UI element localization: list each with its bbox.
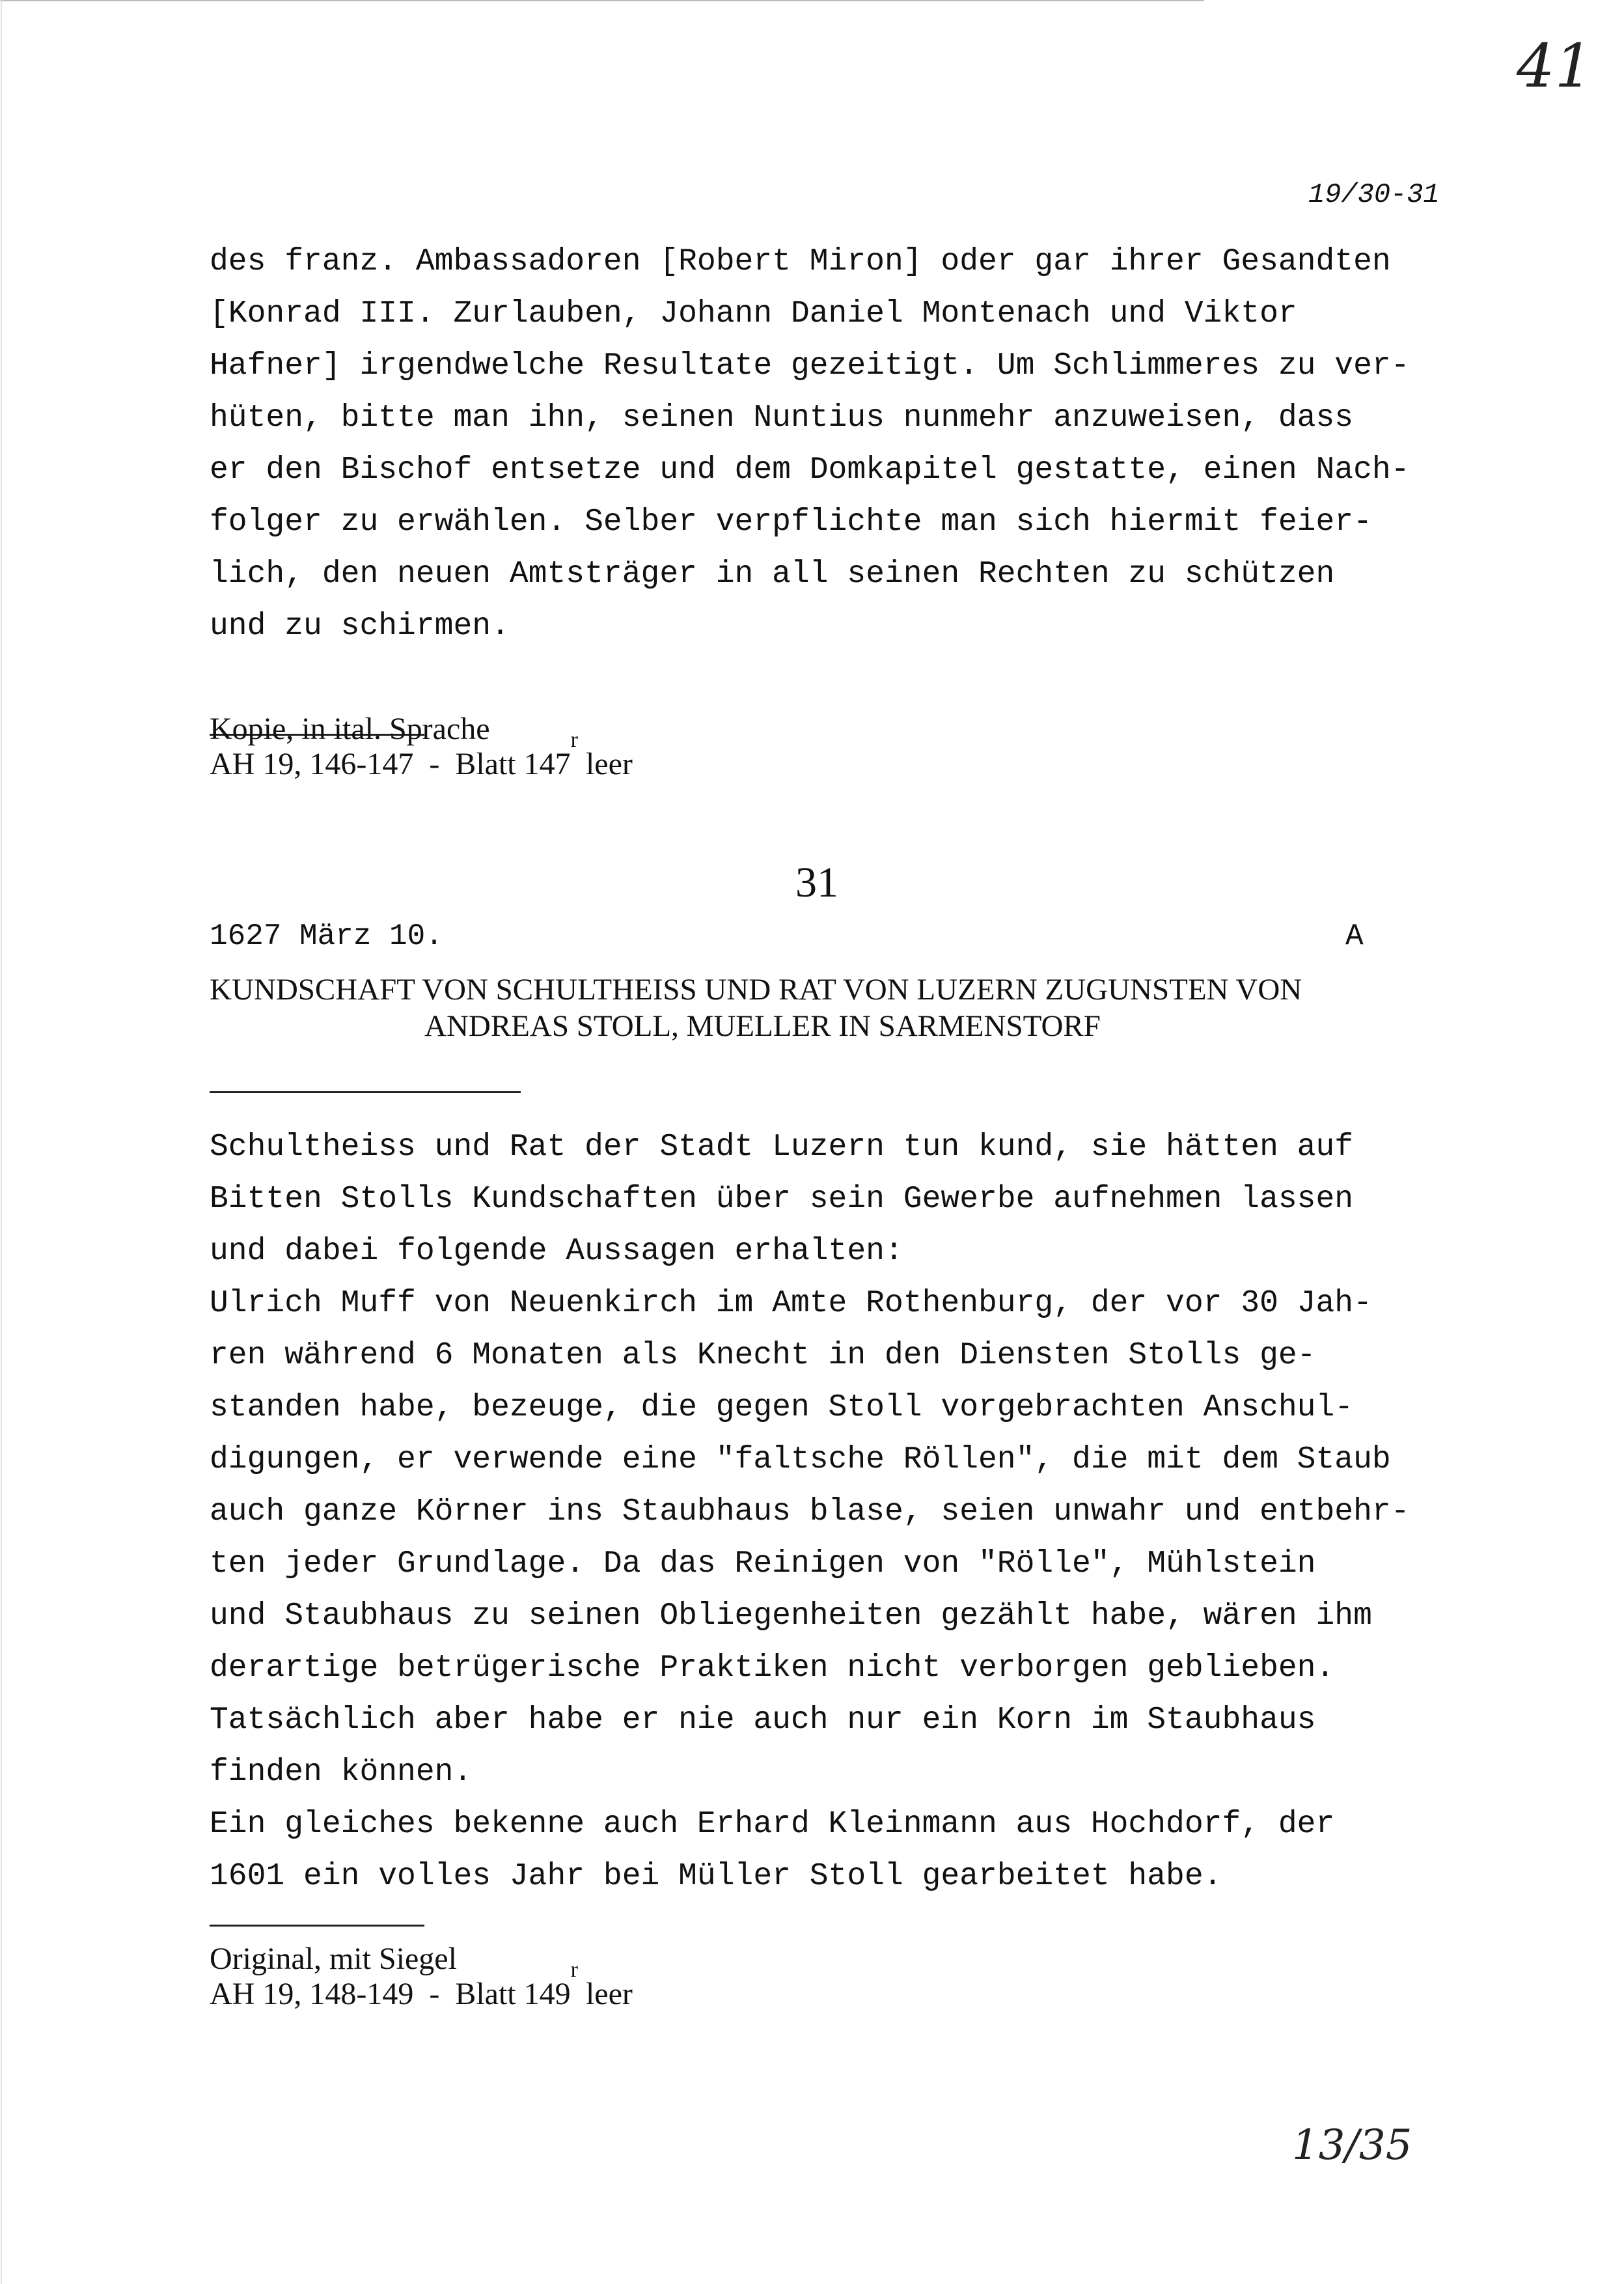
entry-date: 1627 März 10. [210,919,443,953]
text-line: digungen, er verwende eine "faltsche Röllen", die mit dem Staub [210,1442,1391,1477]
entry-source [210,1942,633,2012]
scan-top-edge [0,0,1204,1]
text-line: Schultheiss und Rat der Stadt Luzern tun kund, sie hätten auf [210,1130,1354,1165]
source-note: leer [577,1977,633,2011]
text-line: ren während 6 Monaten als Knecht in den Diensten Stolls ge- [210,1338,1316,1373]
text-line: standen habe, bezeuge, die gegen Stoll vorgebrachten Anschul- [210,1390,1354,1425]
text-line: Hafner] irgendwelche Resultate gezeitigt. Um Schlimmeres zu ver- [210,348,1410,383]
handwritten-page-number-text: 41 [1517,31,1593,101]
entry-type: A [1345,919,1364,953]
title-divider [210,1091,521,1093]
text-line: finden können. [210,1755,473,1790]
previous-entry-source [210,712,633,782]
source-line: Kopie, in ital. Sprache [210,712,490,746]
footnote-divider [210,1925,424,1927]
text-line: Ein gleiches bekenne auch Erhard Kleinmann aus Hochdorf, der [210,1807,1335,1842]
entry-title [210,971,1302,1044]
text-line: Bitten Stolls Kundschaften über sein Gewerbe aufnehmen lassen [210,1182,1354,1217]
recto-superscript: r [570,1958,578,1982]
text-line: und zu schirmen. [210,609,510,644]
text-line: [Konrad III. Zurlauben, Johann Daniel Montenach und Viktor [210,296,1297,331]
source-archive-ref: AH 19, 146-147 - Blatt 147 [210,747,571,781]
title-line: ANDREAS STOLL, MUELLER IN SARMENSTORF [424,1009,1101,1043]
entry-number: 31 [795,859,838,906]
text-line: Ulrich Muff von Neuenkirch im Amte Rothenburg, der vor 30 Jah- [210,1286,1372,1321]
text-line: auch ganze Körner ins Staubhaus blase, seien unwahr und entbehr- [210,1494,1410,1529]
text-line: Tatsächlich aber habe er nie auch nur ein Korn im Staubhaus [210,1703,1316,1738]
text-line: hüten, bitte man ihn, seinen Nuntius nunmehr anzuweisen, dass [210,400,1354,436]
text-line: derartige betrügerische Praktiken nicht verborgen geblieben. [210,1650,1335,1686]
title-line: KUNDSCHAFT VON SCHULTHEISS UND RAT VON LUZERN ZUGUNSTEN VON [210,973,1302,1007]
handwritten-footer-number [1292,2121,1412,2169]
source-note: leer [577,747,633,781]
text-line: folger zu erwählen. Selber verpflichte man sich hiermit feier- [210,505,1372,540]
entry-body [210,1121,1410,1902]
text-line: 1601 ein volles Jahr bei Müller Stoll gearbeitet habe. [210,1859,1222,1894]
handwritten-page-number [1517,31,1593,101]
text-line: und dabei folgende Aussagen erhalten: [210,1234,903,1269]
text-line: ten jeder Grundlage. Da das Reinigen von "Rölle", Mühlstein [210,1546,1316,1581]
handwritten-footer-text: 13/35 [1292,2121,1412,2169]
page-reference: 19/30-31 [1308,179,1440,210]
recto-superscript: r [570,728,578,752]
text-line: des franz. Ambassadoren [Robert Miron] oder gar ihrer Gesandten [210,244,1391,279]
source-line: Original, mit Siegel [210,1942,457,1976]
source-archive-ref: AH 19, 148-149 - Blatt 149 [210,1977,571,2011]
previous-entry-text [210,236,1410,652]
scan-left-edge [1,0,2,2284]
text-line: lich, den neuen Amtsträger in all seinen Rechten zu schützen [210,557,1335,592]
text-line: er den Bischof entsetze und dem Domkapitel gestatte, einen Nach- [210,453,1410,488]
text-line: und Staubhaus zu seinen Obliegenheiten gezählt habe, wären ihm [210,1598,1372,1634]
